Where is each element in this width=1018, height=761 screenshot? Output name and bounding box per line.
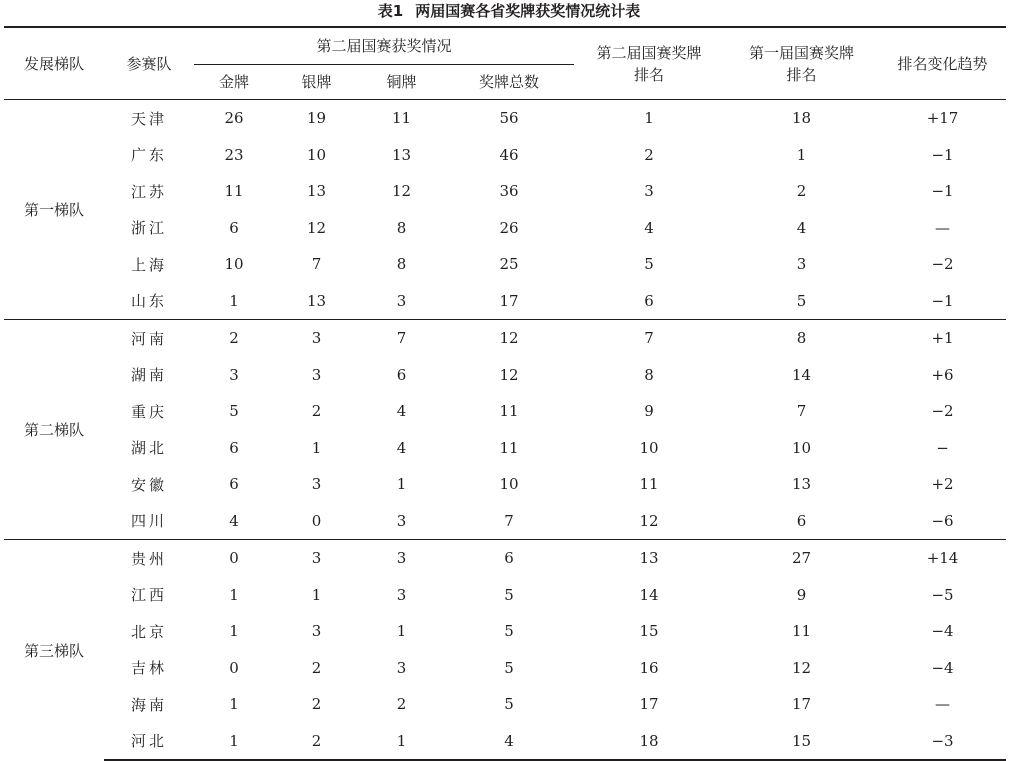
first-rank: 10 bbox=[791, 438, 812, 457]
second-rank: 17 bbox=[639, 695, 659, 714]
gold-count: 6 bbox=[229, 475, 239, 494]
header-second-rank-line2: 排名 bbox=[634, 65, 665, 84]
first-rank: 1 bbox=[796, 145, 807, 164]
team-name: 河南 bbox=[104, 320, 194, 357]
team-name: 重庆 bbox=[130, 402, 167, 421]
gold-count: 1 bbox=[229, 585, 239, 604]
bronze-count: 4 bbox=[396, 438, 407, 457]
table-row bbox=[4, 613, 1006, 650]
team-name: 吉林 bbox=[130, 659, 167, 678]
rank-trend: −6 bbox=[931, 511, 954, 530]
second-rank: 7 bbox=[574, 320, 724, 357]
header-trend: 排名变化趋势 bbox=[879, 27, 1006, 100]
rank-trend: +6 bbox=[931, 365, 954, 384]
tier-group bbox=[4, 320, 1006, 540]
silver-count: 10 bbox=[306, 145, 327, 164]
second-rank: 1 bbox=[574, 100, 724, 137]
rank-trend: − bbox=[936, 438, 949, 457]
silver-count: 13 bbox=[306, 182, 327, 201]
team-name: 江苏 bbox=[130, 182, 167, 201]
header-tier: 发展梯队 bbox=[4, 27, 104, 100]
first-rank: 4 bbox=[796, 218, 807, 237]
tier-label: 第二梯队 bbox=[4, 320, 104, 540]
bronze-count: 8 bbox=[396, 218, 407, 237]
header-row-1 bbox=[4, 27, 1006, 65]
second-rank: 11 bbox=[639, 475, 659, 494]
total-count: 12 bbox=[444, 320, 574, 357]
table-row bbox=[4, 283, 1006, 320]
rank-trend: −1 bbox=[931, 291, 954, 310]
table-row bbox=[4, 393, 1006, 430]
team-name: 广东 bbox=[130, 146, 167, 165]
gold-count: 1 bbox=[229, 291, 239, 310]
total-count: 17 bbox=[499, 291, 519, 310]
silver-count: 1 bbox=[311, 585, 322, 604]
bronze-count: 3 bbox=[396, 291, 407, 310]
silver-count: 19 bbox=[274, 100, 359, 137]
gold-count: 11 bbox=[224, 182, 244, 201]
first-rank: 6 bbox=[796, 511, 807, 530]
table-row bbox=[4, 466, 1006, 503]
bronze-count: 4 bbox=[396, 402, 407, 421]
rank-trend: +17 bbox=[879, 100, 1006, 137]
total-count: 11 bbox=[499, 402, 519, 421]
first-rank: 9 bbox=[796, 585, 807, 604]
rank-trend: −2 bbox=[931, 255, 954, 274]
second-rank: 3 bbox=[644, 182, 654, 201]
gold-count: 2 bbox=[194, 320, 274, 357]
gold-count: 1 bbox=[229, 622, 239, 641]
total-count: 6 bbox=[444, 540, 574, 577]
rank-trend: — bbox=[935, 695, 951, 714]
header-first-rank bbox=[724, 27, 879, 100]
total-count: 25 bbox=[499, 255, 519, 274]
silver-count: 12 bbox=[306, 218, 327, 237]
rank-trend: −5 bbox=[931, 585, 954, 604]
total-count: 26 bbox=[499, 218, 519, 237]
silver-count: 3 bbox=[311, 365, 322, 384]
team-name: 贵州 bbox=[104, 540, 194, 577]
rank-trend: −2 bbox=[931, 402, 954, 421]
bronze-count: 11 bbox=[359, 100, 444, 137]
first-rank: 5 bbox=[796, 291, 807, 310]
silver-count: 7 bbox=[311, 255, 322, 274]
silver-count: 2 bbox=[311, 658, 322, 677]
team-name: 海南 bbox=[130, 695, 167, 714]
bronze-count: 12 bbox=[391, 182, 412, 201]
team-name: 山东 bbox=[130, 292, 167, 311]
table-row bbox=[4, 686, 1006, 723]
total-count: 56 bbox=[444, 100, 574, 137]
team-name: 上海 bbox=[130, 255, 167, 274]
second-rank: 18 bbox=[574, 723, 724, 761]
table-row bbox=[4, 503, 1006, 540]
second-rank: 2 bbox=[644, 145, 654, 164]
header-total: 奖牌总数 bbox=[479, 73, 540, 91]
total-count: 5 bbox=[504, 658, 514, 677]
second-rank: 9 bbox=[644, 402, 654, 421]
bronze-count: 1 bbox=[396, 475, 407, 494]
first-rank: 13 bbox=[791, 475, 812, 494]
first-rank: 8 bbox=[724, 320, 879, 357]
tier-group bbox=[4, 100, 1006, 320]
team-name: 浙江 bbox=[130, 219, 167, 238]
table-row bbox=[4, 357, 1006, 394]
second-rank: 6 bbox=[644, 291, 654, 310]
rank-trend: −4 bbox=[931, 658, 954, 677]
silver-count: 0 bbox=[311, 511, 322, 530]
header-gold: 金牌 bbox=[218, 73, 249, 91]
team-name: 四川 bbox=[130, 512, 167, 531]
rank-trend: −4 bbox=[931, 622, 954, 641]
gold-count: 10 bbox=[224, 255, 244, 274]
second-rank: 12 bbox=[639, 511, 659, 530]
first-rank: 27 bbox=[724, 540, 879, 577]
rank-trend: +2 bbox=[931, 475, 954, 494]
total-count: 12 bbox=[499, 365, 519, 384]
table-row bbox=[4, 320, 1006, 357]
header-second-medals-group: 第二届国赛获奖情况 bbox=[194, 27, 574, 65]
rank-trend: −3 bbox=[879, 723, 1006, 761]
gold-count: 6 bbox=[229, 438, 239, 457]
second-rank: 13 bbox=[574, 540, 724, 577]
silver-count: 3 bbox=[274, 320, 359, 357]
first-rank: 7 bbox=[796, 402, 807, 421]
tier-label: 第三梯队 bbox=[4, 540, 104, 761]
team-name: 天津 bbox=[104, 100, 194, 137]
header-first-rank-line1: 第一届国赛奖牌 bbox=[749, 43, 855, 62]
gold-count: 23 bbox=[224, 145, 244, 164]
table-header bbox=[4, 27, 1006, 100]
header-second-rank bbox=[574, 27, 724, 100]
bronze-count: 1 bbox=[359, 723, 444, 761]
table-number: 表1 bbox=[377, 2, 404, 20]
team-name: 江西 bbox=[130, 586, 167, 605]
total-count: 5 bbox=[504, 695, 514, 714]
silver-count: 2 bbox=[274, 723, 359, 761]
second-rank: 15 bbox=[639, 622, 659, 641]
header-first-rank-line2: 排名 bbox=[786, 65, 817, 84]
second-rank: 5 bbox=[644, 255, 654, 274]
bronze-count: 1 bbox=[396, 622, 407, 641]
bronze-count: 3 bbox=[396, 585, 407, 604]
silver-count: 2 bbox=[311, 402, 322, 421]
first-rank: 18 bbox=[724, 100, 879, 137]
total-count: 10 bbox=[499, 475, 519, 494]
bronze-count: 3 bbox=[396, 511, 407, 530]
gold-count: 3 bbox=[229, 365, 239, 384]
bronze-count: 3 bbox=[396, 658, 407, 677]
first-rank: 12 bbox=[791, 658, 812, 677]
table-row bbox=[4, 137, 1006, 174]
gold-count: 26 bbox=[194, 100, 274, 137]
team-name: 湖南 bbox=[130, 366, 167, 385]
rank-trend: −1 bbox=[931, 145, 954, 164]
header-silver: 银牌 bbox=[301, 73, 332, 91]
table-row bbox=[4, 723, 1006, 761]
total-count: 11 bbox=[499, 438, 519, 457]
team-name: 安徽 bbox=[130, 475, 167, 494]
table-row bbox=[4, 210, 1006, 247]
bronze-count: 7 bbox=[359, 320, 444, 357]
bronze-count: 6 bbox=[396, 365, 407, 384]
table-caption bbox=[0, 0, 1018, 24]
second-rank: 10 bbox=[639, 438, 659, 457]
silver-count: 2 bbox=[311, 695, 322, 714]
gold-count: 4 bbox=[229, 511, 239, 530]
table-title: 两届国赛各省奖牌获奖情况统计表 bbox=[415, 2, 641, 20]
team-name: 湖北 bbox=[130, 439, 167, 458]
rank-trend: — bbox=[935, 218, 951, 237]
total-count: 46 bbox=[499, 145, 519, 164]
second-rank: 8 bbox=[644, 365, 654, 384]
medal-statistics-table bbox=[4, 26, 1006, 761]
silver-count: 13 bbox=[306, 291, 327, 310]
table-row bbox=[4, 246, 1006, 283]
gold-count: 0 bbox=[194, 540, 274, 577]
first-rank: 2 bbox=[796, 182, 807, 201]
bronze-count: 13 bbox=[391, 145, 412, 164]
gold-count: 1 bbox=[229, 695, 239, 714]
header-bronze: 铜牌 bbox=[386, 73, 417, 91]
first-rank: 3 bbox=[796, 255, 807, 274]
tier-group bbox=[4, 540, 1006, 761]
gold-count: 1 bbox=[194, 723, 274, 761]
table-row bbox=[4, 173, 1006, 210]
rank-trend: −1 bbox=[931, 182, 954, 201]
table-row bbox=[4, 430, 1006, 467]
silver-count: 1 bbox=[311, 438, 322, 457]
bronze-count: 8 bbox=[396, 255, 407, 274]
gold-count: 6 bbox=[229, 218, 239, 237]
table-row bbox=[4, 650, 1006, 687]
silver-count: 3 bbox=[311, 622, 322, 641]
second-rank: 4 bbox=[644, 218, 654, 237]
total-count: 7 bbox=[504, 511, 514, 530]
table-row bbox=[4, 100, 1006, 137]
tier-label: 第一梯队 bbox=[4, 100, 104, 320]
total-count: 5 bbox=[504, 622, 514, 641]
team-name: 河北 bbox=[104, 723, 194, 761]
bronze-count: 2 bbox=[396, 695, 407, 714]
total-count: 4 bbox=[444, 723, 574, 761]
bronze-count: 3 bbox=[359, 540, 444, 577]
second-rank: 14 bbox=[639, 585, 659, 604]
first-rank: 11 bbox=[791, 622, 812, 641]
total-count: 36 bbox=[499, 182, 519, 201]
header-second-rank-line1: 第二届国赛奖牌 bbox=[596, 43, 702, 62]
second-rank: 16 bbox=[639, 658, 659, 677]
header-team: 参赛队 bbox=[104, 27, 194, 100]
total-count: 5 bbox=[504, 585, 514, 604]
first-rank: 15 bbox=[724, 723, 879, 761]
team-name: 北京 bbox=[130, 622, 167, 641]
first-rank: 17 bbox=[791, 695, 812, 714]
rank-trend: +14 bbox=[879, 540, 1006, 577]
gold-count: 0 bbox=[229, 658, 239, 677]
gold-count: 5 bbox=[229, 402, 239, 421]
table-row bbox=[4, 540, 1006, 577]
first-rank: 14 bbox=[791, 365, 812, 384]
rank-trend: +1 bbox=[879, 320, 1006, 357]
table-row bbox=[4, 577, 1006, 614]
silver-count: 3 bbox=[311, 475, 322, 494]
silver-count: 3 bbox=[274, 540, 359, 577]
